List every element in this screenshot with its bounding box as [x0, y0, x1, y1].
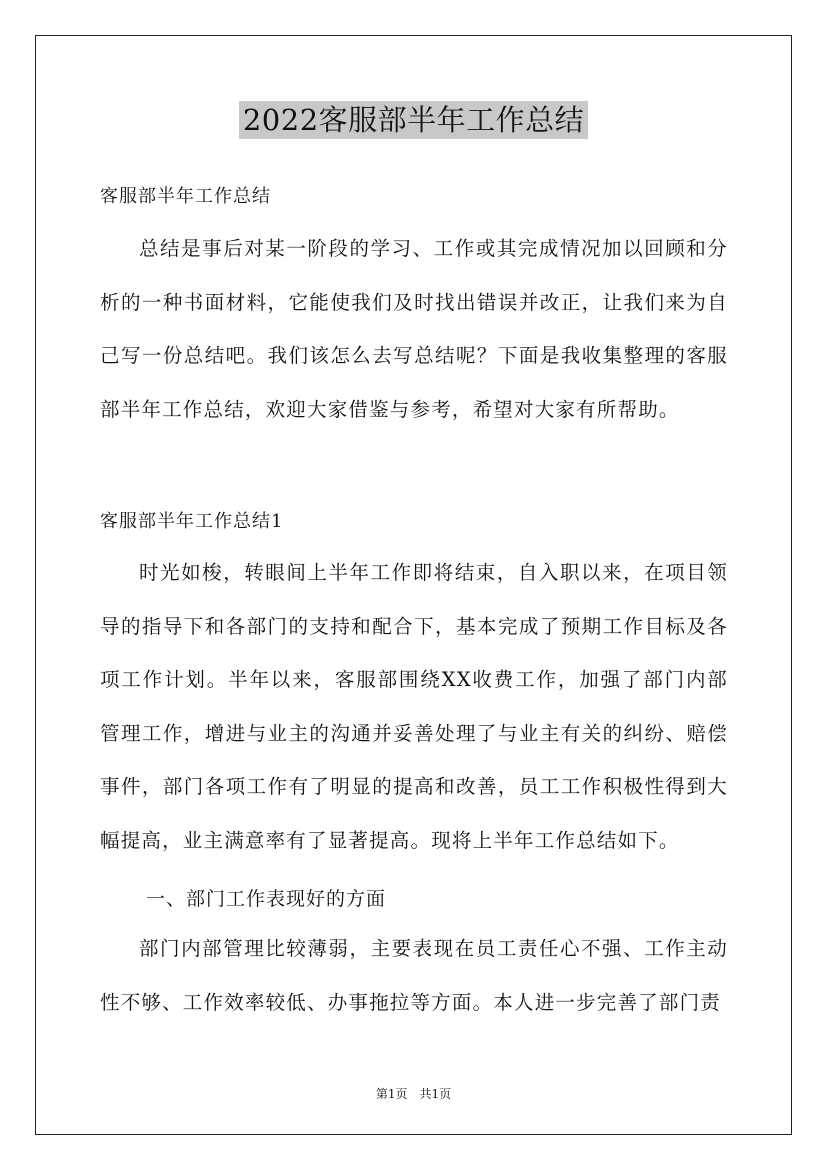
intro-paragraph: 总结是事后对某一阶段的学习、工作或其完成情况加以回顾和分析的一种书面材料，它能使我们及时找出错误并改正，让我们来为自己写一份总结吧。我们该怎么去写总结呢？下面是我收集整理的客服部半年工作总结，欢迎大家借鉴与参考，希望对大家有所帮助。: [100, 237, 728, 421]
section-1-paragraph-1: 时光如梭，转眼间上半年工作即将结束，自入职以来，在项目领导的指导下和各部门的支持和配合下，基本完成了预期工作目标及各项工作计划。半年以来，客服部围绕XX收费工作，加强了部门内部管理工作，增进与业主的沟通并妥善处理了与业主有关的纠纷、赔偿事件，部门各项工作有了明显的提高和改善，员工工作积极性得到大幅提高，业主满意率有了显著提高。现将上半年工作总结如下。: [100, 561, 728, 852]
section-1-paragraph-2: 部门内部管理比较薄弱，主要表现在员工责任心不强、工作主动性不够、工作效率较低、办事拖拉等方面。本人进一步完善了部门责: [100, 937, 728, 1014]
page-footer: 第1页 共1页: [375, 1087, 452, 1101]
document-title-block: [0, 98, 827, 139]
document-subtitle: 客服部半年工作总结: [100, 186, 271, 207]
document-title: 2022客服部半年工作总结: [239, 101, 588, 139]
heading-good-aspects: 一、部门工作表现好的方面: [146, 888, 387, 910]
section-1-title: 客服部半年工作总结1: [100, 511, 284, 532]
